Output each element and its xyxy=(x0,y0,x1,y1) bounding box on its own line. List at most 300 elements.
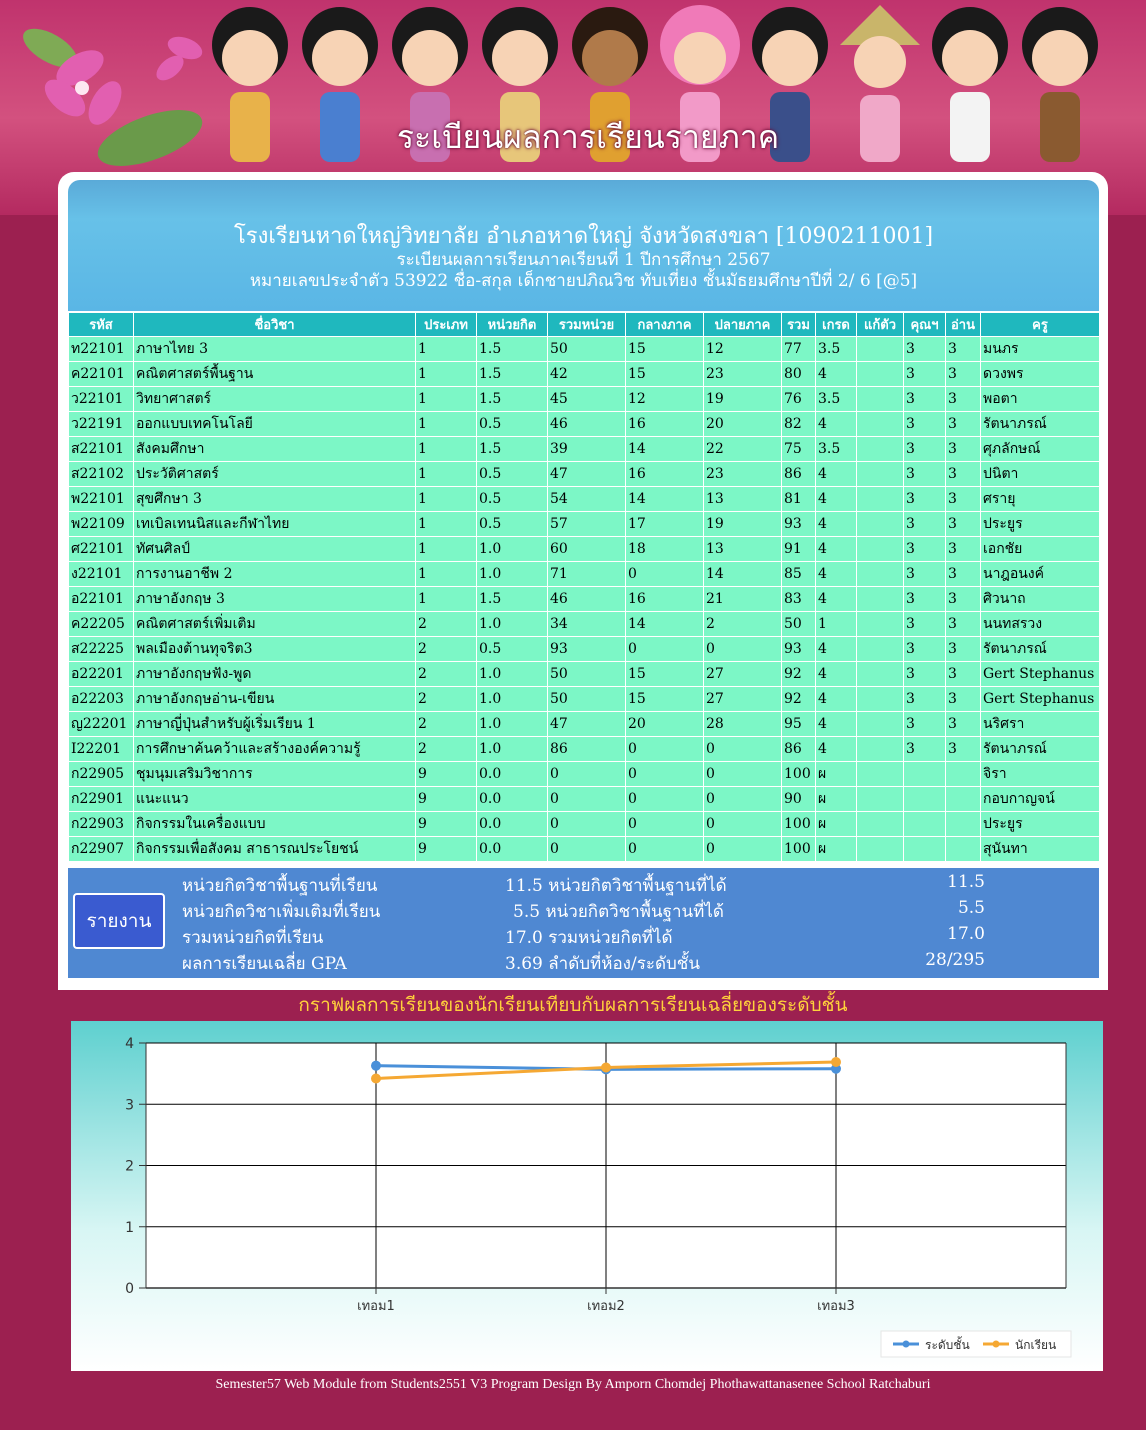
cell-teacher: ประยูร xyxy=(981,512,1100,537)
y-tick-label: 4 xyxy=(125,1036,134,1052)
cell-attribute: 3 xyxy=(904,662,946,687)
cell-retake xyxy=(857,712,904,737)
data-point xyxy=(371,1061,381,1071)
table-row xyxy=(69,337,1100,362)
cell-credit: 0.0 xyxy=(477,787,548,812)
cell-attribute: 3 xyxy=(904,437,946,462)
cell-reading: 3 xyxy=(946,362,981,387)
cell-midterm: 18 xyxy=(626,537,704,562)
col-header-type: ประเภท xyxy=(416,313,477,337)
cell-attribute: 3 xyxy=(904,512,946,537)
summary-value: 17.0 รวมหน่วยกิตที่ได้ xyxy=(505,928,673,948)
cell-reading: 3 xyxy=(946,437,981,462)
table-row xyxy=(69,837,1100,862)
cell-total: 95 xyxy=(782,712,816,737)
cell-grade: ผ xyxy=(816,812,857,837)
cell-accumulated: 45 xyxy=(548,387,626,412)
cell-subject: ภาษาอังกฤษ 3 xyxy=(134,587,416,612)
table-row xyxy=(69,687,1100,712)
cell-midterm: 15 xyxy=(626,362,704,387)
table-row xyxy=(69,812,1100,837)
cell-retake xyxy=(857,437,904,462)
legend-label: นักเรียน xyxy=(1015,1338,1057,1352)
cell-subject: เทเบิลเทนนิสและกีฬาไทย xyxy=(134,512,416,537)
cell-retake xyxy=(857,837,904,862)
cell-accumulated: 57 xyxy=(548,512,626,537)
cell-type: 1 xyxy=(416,362,477,387)
cell-grade: 3.5 xyxy=(816,437,857,462)
student-info-header xyxy=(68,180,1099,311)
cell-accumulated: 54 xyxy=(548,487,626,512)
cell-code: ก22903 xyxy=(69,812,134,837)
cell-credit: 1.5 xyxy=(477,587,548,612)
cell-accumulated: 0 xyxy=(548,787,626,812)
cell-midterm: 0 xyxy=(626,762,704,787)
credit-summary xyxy=(68,868,1099,978)
cell-total: 86 xyxy=(782,737,816,762)
cell-retake xyxy=(857,587,904,612)
summary-total: 5.5 xyxy=(957,898,985,918)
cell-final: 0 xyxy=(704,787,782,812)
cell-attribute: 3 xyxy=(904,687,946,712)
cell-retake xyxy=(857,412,904,437)
cell-accumulated: 39 xyxy=(548,437,626,462)
cell-code: ส22225 xyxy=(69,637,134,662)
cell-type: 1 xyxy=(416,587,477,612)
cell-subject: คณิตศาสตร์เพิ่มเติม xyxy=(134,612,416,637)
cell-retake xyxy=(857,462,904,487)
cell-retake xyxy=(857,387,904,412)
cell-attribute: 3 xyxy=(904,712,946,737)
cell-total: 86 xyxy=(782,462,816,487)
cell-type: 2 xyxy=(416,662,477,687)
cell-final: 21 xyxy=(704,587,782,612)
cell-attribute xyxy=(904,787,946,812)
cell-reading xyxy=(946,837,981,862)
cell-final: 28 xyxy=(704,712,782,737)
summary-label: หน่วยกิตวิชาเพิ่มเติมที่เรียน xyxy=(182,902,381,922)
cell-type: 2 xyxy=(416,612,477,637)
cell-reading: 3 xyxy=(946,662,981,687)
cell-reading: 3 xyxy=(946,737,981,762)
cell-total: 92 xyxy=(782,687,816,712)
cell-type: 9 xyxy=(416,762,477,787)
cell-teacher: ประยูร xyxy=(981,812,1100,837)
table-row xyxy=(69,512,1100,537)
cell-type: 9 xyxy=(416,787,477,812)
cell-grade: 4 xyxy=(816,687,857,712)
cell-type: 1 xyxy=(416,387,477,412)
cell-retake xyxy=(857,337,904,362)
cell-total: 81 xyxy=(782,487,816,512)
cell-credit: 0.5 xyxy=(477,487,548,512)
data-point xyxy=(371,1074,381,1084)
cell-credit: 0.5 xyxy=(477,512,548,537)
cell-type: 1 xyxy=(416,337,477,362)
cell-credit: 1.5 xyxy=(477,337,548,362)
cell-reading: 3 xyxy=(946,687,981,712)
cell-type: 2 xyxy=(416,687,477,712)
summary-total: 11.5 xyxy=(947,872,985,892)
cell-retake xyxy=(857,762,904,787)
cell-teacher: Gert Stephanus xyxy=(981,662,1100,687)
cell-subject: ภาษาไทย 3 xyxy=(134,337,416,362)
cell-credit: 1.5 xyxy=(477,437,548,462)
table-row xyxy=(69,787,1100,812)
cell-code: พ22109 xyxy=(69,512,134,537)
cell-total: 83 xyxy=(782,587,816,612)
cell-attribute: 3 xyxy=(904,637,946,662)
cell-grade: 3.5 xyxy=(816,337,857,362)
cell-subject: ภาษาอังกฤษอ่าน-เขียน xyxy=(134,687,416,712)
cell-final: 0 xyxy=(704,762,782,787)
cell-reading xyxy=(946,762,981,787)
col-header-reading: อ่าน xyxy=(946,313,981,337)
cell-final: 14 xyxy=(704,562,782,587)
cell-attribute: 3 xyxy=(904,612,946,637)
cell-subject: กิจกรรมในเครื่องแบบ xyxy=(134,812,416,837)
cell-reading: 3 xyxy=(946,712,981,737)
cell-credit: 1.0 xyxy=(477,612,548,637)
cell-attribute: 3 xyxy=(904,562,946,587)
cell-final: 0 xyxy=(704,812,782,837)
x-tick-label: เทอม2 xyxy=(587,1299,625,1314)
cell-accumulated: 0 xyxy=(548,837,626,862)
cell-credit: 0.5 xyxy=(477,462,548,487)
y-tick-label: 0 xyxy=(125,1281,134,1297)
cell-subject: การงานอาชีพ 2 xyxy=(134,562,416,587)
cell-code: I22201 xyxy=(69,737,134,762)
cell-grade: ผ xyxy=(816,762,857,787)
cell-midterm: 0 xyxy=(626,837,704,862)
cell-accumulated: 46 xyxy=(548,587,626,612)
cell-midterm: 20 xyxy=(626,712,704,737)
summary-row-additional-credits xyxy=(68,898,1099,924)
cell-code: อ22201 xyxy=(69,662,134,687)
table-row xyxy=(69,412,1100,437)
col-header-grade: เกรด xyxy=(816,313,857,337)
cell-accumulated: 46 xyxy=(548,412,626,437)
cell-retake xyxy=(857,637,904,662)
cell-reading: 3 xyxy=(946,487,981,512)
cell-midterm: 16 xyxy=(626,462,704,487)
cell-teacher: นาฎอนงค์ xyxy=(981,562,1100,587)
cell-credit: 1.5 xyxy=(477,387,548,412)
cell-retake xyxy=(857,362,904,387)
cell-final: 19 xyxy=(704,512,782,537)
cell-total: 92 xyxy=(782,662,816,687)
cell-total: 75 xyxy=(782,437,816,462)
cell-code: ญ22201 xyxy=(69,712,134,737)
cell-subject: สุขศึกษา 3 xyxy=(134,487,416,512)
cell-subject: ชุมนุมเสริมวิชาการ xyxy=(134,762,416,787)
cell-total: 82 xyxy=(782,412,816,437)
cell-subject: แนะแนว xyxy=(134,787,416,812)
col-header-total: รวม xyxy=(782,313,816,337)
school-name: โรงเรียนหาดใหญ่วิทยาลัย อำเภอหาดใหญ่ จังหวัดสงขลา [1090211001] xyxy=(233,224,934,249)
cell-grade: 4 xyxy=(816,362,857,387)
cell-credit: 0.5 xyxy=(477,412,548,437)
cell-attribute: 3 xyxy=(904,387,946,412)
cell-grade: 4 xyxy=(816,587,857,612)
cell-midterm: 14 xyxy=(626,487,704,512)
cell-teacher: มนภร xyxy=(981,337,1100,362)
cell-accumulated: 50 xyxy=(548,337,626,362)
table-row xyxy=(69,737,1100,762)
cell-code: ส22101 xyxy=(69,437,134,462)
cell-final: 19 xyxy=(704,387,782,412)
cell-accumulated: 60 xyxy=(548,537,626,562)
cell-total: 90 xyxy=(782,787,816,812)
graph-title: กราฟผลการเรียนของนักเรียนเทียบกับผลการเรียนเฉลี่ยของระดับชั้น xyxy=(298,994,848,1016)
cell-type: 2 xyxy=(416,637,477,662)
cell-code: ศ22101 xyxy=(69,537,134,562)
cell-accumulated: 47 xyxy=(548,462,626,487)
cell-type: 1 xyxy=(416,487,477,512)
cell-total: 93 xyxy=(782,512,816,537)
cell-credit: 1.0 xyxy=(477,687,548,712)
cell-credit: 1.0 xyxy=(477,737,548,762)
cell-teacher: รัตนาภรณ์ xyxy=(981,737,1100,762)
cell-code: อ22203 xyxy=(69,687,134,712)
legend-marker xyxy=(903,1341,910,1348)
cell-type: 1 xyxy=(416,412,477,437)
cell-reading xyxy=(946,787,981,812)
cell-teacher: เอกชัย xyxy=(981,537,1100,562)
cell-final: 0 xyxy=(704,637,782,662)
table-row xyxy=(69,487,1100,512)
cell-final: 13 xyxy=(704,487,782,512)
cell-type: 1 xyxy=(416,512,477,537)
cell-teacher: ศุภลักษณ์ xyxy=(981,437,1100,462)
cell-final: 20 xyxy=(704,412,782,437)
table-row xyxy=(69,362,1100,387)
cell-teacher: นริศรา xyxy=(981,712,1100,737)
table-row xyxy=(69,537,1100,562)
cell-accumulated: 86 xyxy=(548,737,626,762)
cell-final: 13 xyxy=(704,537,782,562)
cell-midterm: 0 xyxy=(626,562,704,587)
x-tick-label: เทอม3 xyxy=(817,1299,855,1314)
col-header-accumulated: รวมหน่วย xyxy=(548,313,626,337)
cell-reading: 3 xyxy=(946,512,981,537)
cell-retake xyxy=(857,487,904,512)
cell-retake xyxy=(857,787,904,812)
cell-attribute: 3 xyxy=(904,537,946,562)
cell-reading: 3 xyxy=(946,612,981,637)
summary-value: 5.5 หน่วยกิตวิชาพื้นฐานที่ได้ xyxy=(513,902,724,922)
cell-reading: 3 xyxy=(946,587,981,612)
cell-accumulated: 42 xyxy=(548,362,626,387)
cell-code: ค22101 xyxy=(69,362,134,387)
cell-grade: 4 xyxy=(816,512,857,537)
cell-grade: 4 xyxy=(816,712,857,737)
cell-total: 76 xyxy=(782,387,816,412)
cell-retake xyxy=(857,562,904,587)
col-header-teacher: ครู xyxy=(981,313,1100,337)
cell-teacher: พอตา xyxy=(981,387,1100,412)
cell-subject: ภาษาญี่ปุ่นสำหรับผู้เริ่มเรียน 1 xyxy=(134,712,416,737)
cell-credit: 1.0 xyxy=(477,562,548,587)
cell-code: ว22101 xyxy=(69,387,134,412)
summary-row-basic-credits xyxy=(68,872,1099,898)
cell-teacher: ปนิตา xyxy=(981,462,1100,487)
cell-subject: ประวัติศาสตร์ xyxy=(134,462,416,487)
cell-reading xyxy=(946,812,981,837)
cell-type: 2 xyxy=(416,737,477,762)
y-tick-label: 2 xyxy=(125,1158,134,1175)
cell-midterm: 0 xyxy=(626,737,704,762)
cell-total: 50 xyxy=(782,612,816,637)
summary-row-total-credits xyxy=(68,924,1099,950)
summary-label: ผลการเรียนเฉลี่ย GPA xyxy=(182,954,347,974)
footer-credit: Semester57 Web Module from Students2551 V3 Program Design By Amporn Chomdej Phothawattanasenee School Ratchaburi xyxy=(215,1377,931,1392)
cell-accumulated: 50 xyxy=(548,687,626,712)
cell-teacher: ดวงพร xyxy=(981,362,1100,387)
table-row xyxy=(69,562,1100,587)
cell-accumulated: 47 xyxy=(548,712,626,737)
cell-subject: ทัศนศิลป์ xyxy=(134,537,416,562)
cell-teacher: Gert Stephanus xyxy=(981,687,1100,712)
x-tick-label: เทอม1 xyxy=(357,1299,395,1314)
cell-type: 9 xyxy=(416,812,477,837)
cell-attribute: 3 xyxy=(904,737,946,762)
cell-attribute: 3 xyxy=(904,587,946,612)
cell-grade: 4 xyxy=(816,662,857,687)
cell-attribute: 3 xyxy=(904,337,946,362)
cell-attribute xyxy=(904,762,946,787)
summary-row-gpa xyxy=(68,950,1099,976)
cell-midterm: 16 xyxy=(626,412,704,437)
cell-midterm: 14 xyxy=(626,437,704,462)
cell-grade: 1 xyxy=(816,612,857,637)
cell-reading: 3 xyxy=(946,412,981,437)
cell-grade: 4 xyxy=(816,562,857,587)
cell-code: ท22101 xyxy=(69,337,134,362)
cell-subject: การศึกษาค้นคว้าและสร้างองค์ความรู้ xyxy=(134,737,416,762)
cell-code: ง22101 xyxy=(69,562,134,587)
cell-grade: 4 xyxy=(816,737,857,762)
table-header-row xyxy=(69,313,1100,337)
cell-type: 1 xyxy=(416,537,477,562)
cell-teacher: รัตนาภรณ์ xyxy=(981,637,1100,662)
cell-midterm: 15 xyxy=(626,337,704,362)
cell-subject: กิจกรรมเพื่อสังคม สาธารณประโยชน์ xyxy=(134,837,416,862)
cell-credit: 1.0 xyxy=(477,662,548,687)
cell-subject: ออกแบบเทคโนโลยี xyxy=(134,412,416,437)
cell-attribute: 3 xyxy=(904,412,946,437)
cell-retake xyxy=(857,687,904,712)
cell-retake xyxy=(857,612,904,637)
cell-total: 93 xyxy=(782,637,816,662)
cell-attribute: 3 xyxy=(904,487,946,512)
cell-midterm: 0 xyxy=(626,787,704,812)
cell-code: ค22205 xyxy=(69,612,134,637)
cell-credit: 0.0 xyxy=(477,812,548,837)
cell-code: ก22901 xyxy=(69,787,134,812)
cell-midterm: 0 xyxy=(626,812,704,837)
gpa-chart xyxy=(71,1021,1103,1371)
report-button[interactable]: รายงาน xyxy=(73,893,165,949)
data-point xyxy=(601,1063,611,1073)
gpa-line-chart xyxy=(71,1021,1103,1371)
cell-grade: 4 xyxy=(816,537,857,562)
cell-reading: 3 xyxy=(946,637,981,662)
cell-accumulated: 34 xyxy=(548,612,626,637)
cell-midterm: 15 xyxy=(626,687,704,712)
cell-code: ว22191 xyxy=(69,412,134,437)
cell-code: ก22905 xyxy=(69,762,134,787)
term-info: ระเบียนผลการเรียนภาคเรียนที่ 1 ปีการศึกษา 2567 xyxy=(396,250,771,270)
cell-final: 27 xyxy=(704,687,782,712)
summary-total: 17.0 xyxy=(947,924,985,944)
cell-reading: 3 xyxy=(946,537,981,562)
cell-credit: 1.0 xyxy=(477,712,548,737)
y-tick-label: 1 xyxy=(125,1219,134,1236)
cell-total: 77 xyxy=(782,337,816,362)
cell-midterm: 16 xyxy=(626,587,704,612)
cell-retake xyxy=(857,512,904,537)
cell-midterm: 14 xyxy=(626,612,704,637)
cell-type: 1 xyxy=(416,562,477,587)
cell-retake xyxy=(857,737,904,762)
cell-teacher: กอบกาญจน์ xyxy=(981,787,1100,812)
cell-teacher: รัตนาภรณ์ xyxy=(981,412,1100,437)
cell-total: 100 xyxy=(782,812,816,837)
grades-table xyxy=(68,312,1100,862)
student-info: หมายเลขประจำตัว 53922 ชื่อ-สกุล เด็กชายปภิณวิช ทับเที่ยง ชั้นมัธยมศึกษาปีที่ 2/ 6 [@5] xyxy=(249,271,918,291)
col-header-attribute: คุณฯ xyxy=(904,313,946,337)
col-header-subject: ชื่อวิชา xyxy=(134,313,416,337)
cell-type: 1 xyxy=(416,462,477,487)
cell-accumulated: 0 xyxy=(548,812,626,837)
data-point xyxy=(831,1057,841,1067)
cell-reading: 3 xyxy=(946,387,981,412)
table-row xyxy=(69,762,1100,787)
legend-label: ระดับชั้น xyxy=(925,1338,970,1352)
cell-attribute xyxy=(904,837,946,862)
cell-grade: 4 xyxy=(816,462,857,487)
cell-final: 2 xyxy=(704,612,782,637)
cell-subject: คณิตศาสตร์พื้นฐาน xyxy=(134,362,416,387)
cell-attribute: 3 xyxy=(904,462,946,487)
cell-teacher: สุนันทา xyxy=(981,837,1100,862)
cell-total: 85 xyxy=(782,562,816,587)
cell-credit: 0.0 xyxy=(477,837,548,862)
cell-credit: 1.5 xyxy=(477,362,548,387)
cell-credit: 1.0 xyxy=(477,537,548,562)
cell-reading: 3 xyxy=(946,337,981,362)
table-row xyxy=(69,462,1100,487)
summary-value: 3.69 ลำดับที่ห้อง/ระดับชั้น xyxy=(505,954,700,974)
cell-midterm: 12 xyxy=(626,387,704,412)
cell-accumulated: 93 xyxy=(548,637,626,662)
cell-retake xyxy=(857,662,904,687)
cell-credit: 0.5 xyxy=(477,637,548,662)
cell-code: ก22907 xyxy=(69,837,134,862)
cell-grade: ผ xyxy=(816,787,857,812)
cell-teacher: ศรายุ xyxy=(981,487,1100,512)
cell-attribute: 3 xyxy=(904,362,946,387)
summary-label: หน่วยกิตวิชาพื้นฐานที่เรียน xyxy=(182,876,378,896)
cell-grade: 3.5 xyxy=(816,387,857,412)
cell-grade: 4 xyxy=(816,637,857,662)
cell-final: 23 xyxy=(704,362,782,387)
cell-code: ส22102 xyxy=(69,462,134,487)
cell-type: 1 xyxy=(416,437,477,462)
col-header-credit: หน่วยกิต xyxy=(477,313,548,337)
table-row xyxy=(69,612,1100,637)
